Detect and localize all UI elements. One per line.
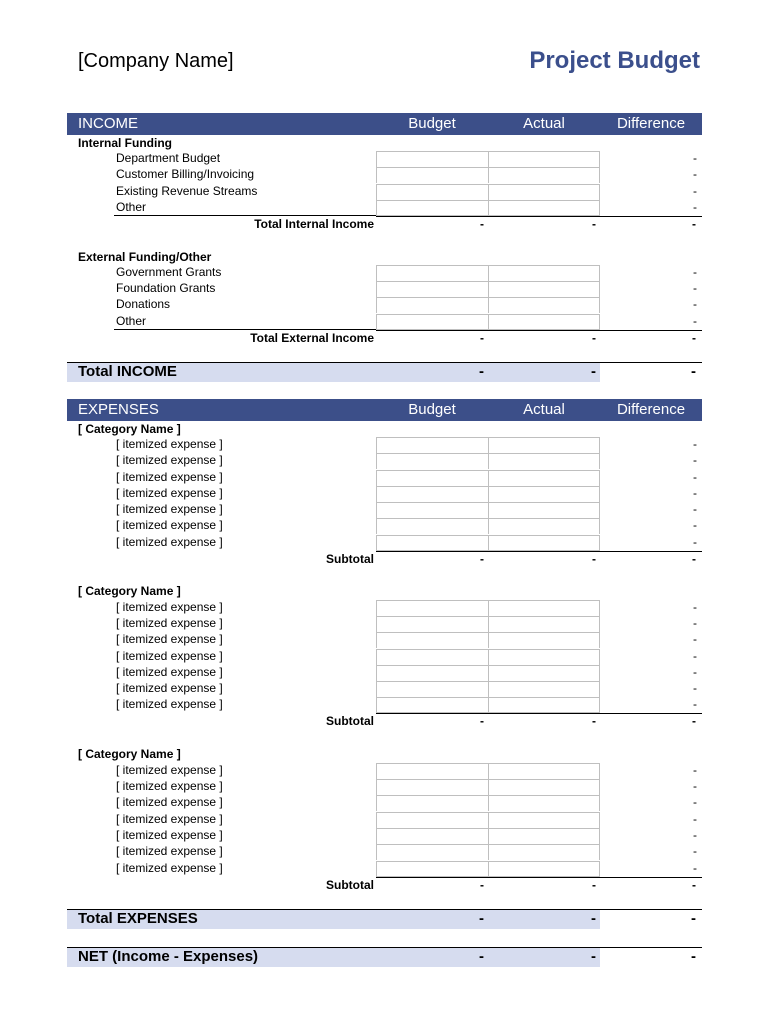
budget-input-cell[interactable] — [376, 681, 488, 697]
difference-value: - — [693, 828, 697, 842]
actual-input-cell[interactable] — [488, 486, 600, 502]
line-item — [0, 437, 768, 453]
total-label: Total External Income — [250, 331, 374, 345]
actual-input-cell[interactable] — [488, 828, 600, 844]
difference-value: - — [693, 437, 697, 451]
total-label: Total Internal Income — [254, 217, 374, 231]
line-item — [0, 200, 768, 216]
difference-value: - — [693, 265, 697, 279]
budget-input-cell[interactable] — [376, 167, 488, 183]
actual-input-cell[interactable] — [488, 297, 600, 313]
line-item-label: [ itemized expense ] — [116, 470, 223, 484]
subtotal-row — [0, 713, 768, 729]
difference-value: - — [693, 632, 697, 646]
actual-input-cell[interactable] — [488, 844, 600, 860]
actual-input-cell[interactable] — [488, 779, 600, 795]
total-actual: - — [592, 217, 596, 231]
group-label-internal: Internal Funding — [78, 136, 172, 150]
line-item-label: [ itemized expense ] — [116, 616, 223, 630]
difference-value: - — [693, 502, 697, 516]
line-item-label: Department Budget — [116, 151, 221, 165]
total-budget: - — [480, 331, 484, 345]
subtotal-label: Subtotal — [326, 878, 374, 892]
line-item-label: Government Grants — [116, 265, 222, 279]
budget-input-cell[interactable] — [376, 437, 488, 453]
line-item — [0, 844, 768, 860]
actual-input-cell[interactable] — [488, 200, 600, 216]
line-item-label: [ itemized expense ] — [116, 697, 223, 711]
line-item — [0, 470, 768, 486]
line-item — [0, 763, 768, 779]
line-item — [0, 281, 768, 297]
difference-value: - — [693, 200, 697, 214]
total-expenses-budget: - — [479, 910, 484, 927]
group-label-external: External Funding/Other — [78, 250, 212, 264]
total-difference: - — [692, 331, 696, 345]
line-item — [0, 502, 768, 518]
line-item — [0, 151, 768, 167]
total-expenses-actual: - — [591, 910, 596, 927]
line-item-label: [ itemized expense ] — [116, 453, 223, 467]
difference-value: - — [693, 314, 697, 328]
line-item — [0, 616, 768, 632]
subtotal-row — [0, 551, 768, 567]
difference-value: - — [693, 518, 697, 532]
line-item — [0, 486, 768, 502]
line-item — [0, 184, 768, 200]
line-item-label: [ itemized expense ] — [116, 535, 223, 549]
actual-input-cell[interactable] — [488, 600, 600, 616]
net-actual: - — [591, 948, 596, 965]
budget-input-cell[interactable] — [376, 486, 488, 502]
budget-input-cell[interactable] — [376, 470, 488, 486]
line-item — [0, 167, 768, 183]
actual-input-cell[interactable] — [488, 453, 600, 469]
budget-input-cell[interactable] — [376, 812, 488, 828]
actual-input-cell[interactable] — [488, 502, 600, 518]
category-label: [ Category Name ] — [78, 584, 181, 598]
line-item — [0, 861, 768, 877]
budget-input-cell[interactable] — [376, 697, 488, 713]
total-income-budget: - — [479, 363, 484, 380]
line-item-label: [ itemized expense ] — [116, 779, 223, 793]
line-item — [0, 828, 768, 844]
difference-value: - — [693, 812, 697, 826]
total-external-income-row — [0, 330, 768, 346]
total-difference: - — [692, 217, 696, 231]
actual-input-cell[interactable] — [488, 681, 600, 697]
total-budget: - — [480, 217, 484, 231]
page-title: Project Budget — [529, 47, 700, 74]
actual-input-cell[interactable] — [488, 184, 600, 200]
actual-input-cell[interactable] — [488, 437, 600, 453]
budget-input-cell[interactable] — [376, 795, 488, 811]
line-item — [0, 649, 768, 665]
budget-input-cell[interactable] — [376, 616, 488, 632]
line-item — [0, 681, 768, 697]
expenses-header — [67, 399, 702, 421]
total-expenses-label: Total EXPENSES — [78, 910, 198, 927]
line-item-label: [ itemized expense ] — [116, 812, 223, 826]
line-item-label: Customer Billing/Invoicing — [116, 167, 255, 181]
budget-input-cell[interactable] — [376, 828, 488, 844]
line-item-label: [ itemized expense ] — [116, 681, 223, 695]
subtotal-actual: - — [592, 714, 596, 728]
budget-input-cell[interactable] — [376, 632, 488, 648]
category-label: [ Category Name ] — [78, 747, 181, 761]
actual-input-cell[interactable] — [488, 763, 600, 779]
subtotal-label: Subtotal — [326, 552, 374, 566]
budget-input-cell[interactable] — [376, 200, 488, 216]
line-item-label: [ itemized expense ] — [116, 502, 223, 516]
net-difference: - — [691, 948, 696, 965]
difference-value: - — [693, 861, 697, 875]
line-item — [0, 297, 768, 313]
line-item — [0, 518, 768, 534]
line-item-label: Donations — [116, 297, 171, 311]
subtotal-budget: - — [480, 714, 484, 728]
line-item-label: Other — [116, 200, 147, 214]
budget-input-cell[interactable] — [376, 281, 488, 297]
difference-value: - — [693, 665, 697, 679]
column-difference: Difference — [616, 115, 686, 132]
total-income-row — [67, 362, 702, 382]
actual-input-cell[interactable] — [488, 265, 600, 281]
budget-input-cell[interactable] — [376, 649, 488, 665]
actual-input-cell[interactable] — [488, 470, 600, 486]
subtotal-row — [0, 877, 768, 893]
difference-value: - — [693, 779, 697, 793]
budget-input-cell[interactable] — [376, 779, 488, 795]
column-actual: Actual — [523, 401, 565, 418]
line-item-label: [ itemized expense ] — [116, 600, 223, 614]
actual-input-cell[interactable] — [488, 795, 600, 811]
subtotal-difference: - — [692, 878, 696, 892]
difference-value: - — [693, 184, 697, 198]
net-label: NET (Income - Expenses) — [78, 948, 259, 965]
budget-input-cell[interactable] — [376, 763, 488, 779]
actual-input-cell[interactable] — [488, 518, 600, 534]
line-item — [0, 453, 768, 469]
difference-value: - — [693, 649, 697, 663]
difference-value: - — [693, 281, 697, 295]
actual-input-cell[interactable] — [488, 535, 600, 551]
difference-value: - — [693, 600, 697, 614]
budget-input-cell[interactable] — [376, 600, 488, 616]
line-item-label: [ itemized expense ] — [116, 844, 223, 858]
line-item-label: [ itemized expense ] — [116, 632, 223, 646]
line-item — [0, 697, 768, 713]
actual-input-cell[interactable] — [488, 314, 600, 330]
total-income-label: Total INCOME — [78, 363, 177, 380]
budget-input-cell[interactable] — [376, 844, 488, 860]
net-row — [67, 947, 702, 967]
actual-input-cell[interactable] — [488, 632, 600, 648]
difference-value: - — [693, 453, 697, 467]
category-label: [ Category Name ] — [78, 422, 181, 436]
difference-value: - — [693, 697, 697, 711]
difference-value: - — [693, 297, 697, 311]
budget-input-cell[interactable] — [376, 314, 488, 330]
subtotal-difference: - — [692, 552, 696, 566]
line-item-label: [ itemized expense ] — [116, 649, 223, 663]
difference-value: - — [693, 763, 697, 777]
line-item-label: [ itemized expense ] — [116, 795, 223, 809]
actual-input-cell[interactable] — [488, 167, 600, 183]
budget-input-cell[interactable] — [376, 518, 488, 534]
budget-input-cell[interactable] — [376, 265, 488, 281]
line-item — [0, 812, 768, 828]
budget-input-cell[interactable] — [376, 535, 488, 551]
budget-input-cell[interactable] — [376, 665, 488, 681]
actual-input-cell[interactable] — [488, 812, 600, 828]
difference-value: - — [693, 795, 697, 809]
total-expenses-row — [67, 909, 702, 929]
line-item — [0, 795, 768, 811]
actual-input-cell[interactable] — [488, 861, 600, 877]
line-item-label: [ itemized expense ] — [116, 437, 223, 451]
difference-value: - — [693, 151, 697, 165]
actual-input-cell[interactable] — [488, 616, 600, 632]
difference-value: - — [693, 470, 697, 484]
line-item — [0, 600, 768, 616]
budget-input-cell[interactable] — [376, 453, 488, 469]
budget-input-cell[interactable] — [376, 861, 488, 877]
total-internal-income-row — [0, 216, 768, 232]
line-item — [0, 632, 768, 648]
total-actual: - — [592, 331, 596, 345]
line-item-label: [ itemized expense ] — [116, 518, 223, 532]
net-budget: - — [479, 948, 484, 965]
actual-input-cell[interactable] — [488, 649, 600, 665]
subtotal-actual: - — [592, 552, 596, 566]
budget-input-cell[interactable] — [376, 184, 488, 200]
actual-input-cell[interactable] — [488, 281, 600, 297]
total-expenses-difference: - — [691, 910, 696, 927]
column-difference: Difference — [616, 401, 686, 418]
line-item — [0, 665, 768, 681]
income-header — [67, 113, 702, 135]
line-item-label: Other — [116, 314, 147, 328]
difference-value: - — [693, 535, 697, 549]
difference-value: - — [693, 616, 697, 630]
total-income-actual: - — [591, 363, 596, 380]
column-budget: Budget — [408, 115, 456, 132]
line-item-label: [ itemized expense ] — [116, 828, 223, 842]
line-item-label: [ itemized expense ] — [116, 763, 223, 777]
difference-value: - — [693, 844, 697, 858]
line-item — [0, 265, 768, 281]
line-item-label: [ itemized expense ] — [116, 486, 223, 500]
line-item — [0, 314, 768, 330]
line-item-label: [ itemized expense ] — [116, 861, 223, 875]
subtotal-budget: - — [480, 552, 484, 566]
subtotal-actual: - — [592, 878, 596, 892]
line-item-label: [ itemized expense ] — [116, 665, 223, 679]
difference-value: - — [693, 681, 697, 695]
actual-input-cell[interactable] — [488, 697, 600, 713]
line-item-label: Foundation Grants — [116, 281, 216, 295]
budget-input-cell[interactable] — [376, 297, 488, 313]
line-item — [0, 779, 768, 795]
column-budget: Budget — [408, 401, 456, 418]
total-income-difference: - — [691, 363, 696, 380]
budget-input-cell[interactable] — [376, 151, 488, 167]
subtotal-budget: - — [480, 878, 484, 892]
subtotal-label: Subtotal — [326, 714, 374, 728]
actual-input-cell[interactable] — [488, 151, 600, 167]
difference-value: - — [693, 486, 697, 500]
column-actual: Actual — [523, 115, 565, 132]
subtotal-difference: - — [692, 714, 696, 728]
line-item-label: Existing Revenue Streams — [116, 184, 258, 198]
budget-input-cell[interactable] — [376, 502, 488, 518]
difference-value: - — [693, 167, 697, 181]
income-heading: INCOME — [78, 115, 138, 132]
expenses-heading: EXPENSES — [78, 401, 159, 418]
actual-input-cell[interactable] — [488, 665, 600, 681]
company-name: [Company Name] — [78, 50, 234, 72]
line-item — [0, 535, 768, 551]
